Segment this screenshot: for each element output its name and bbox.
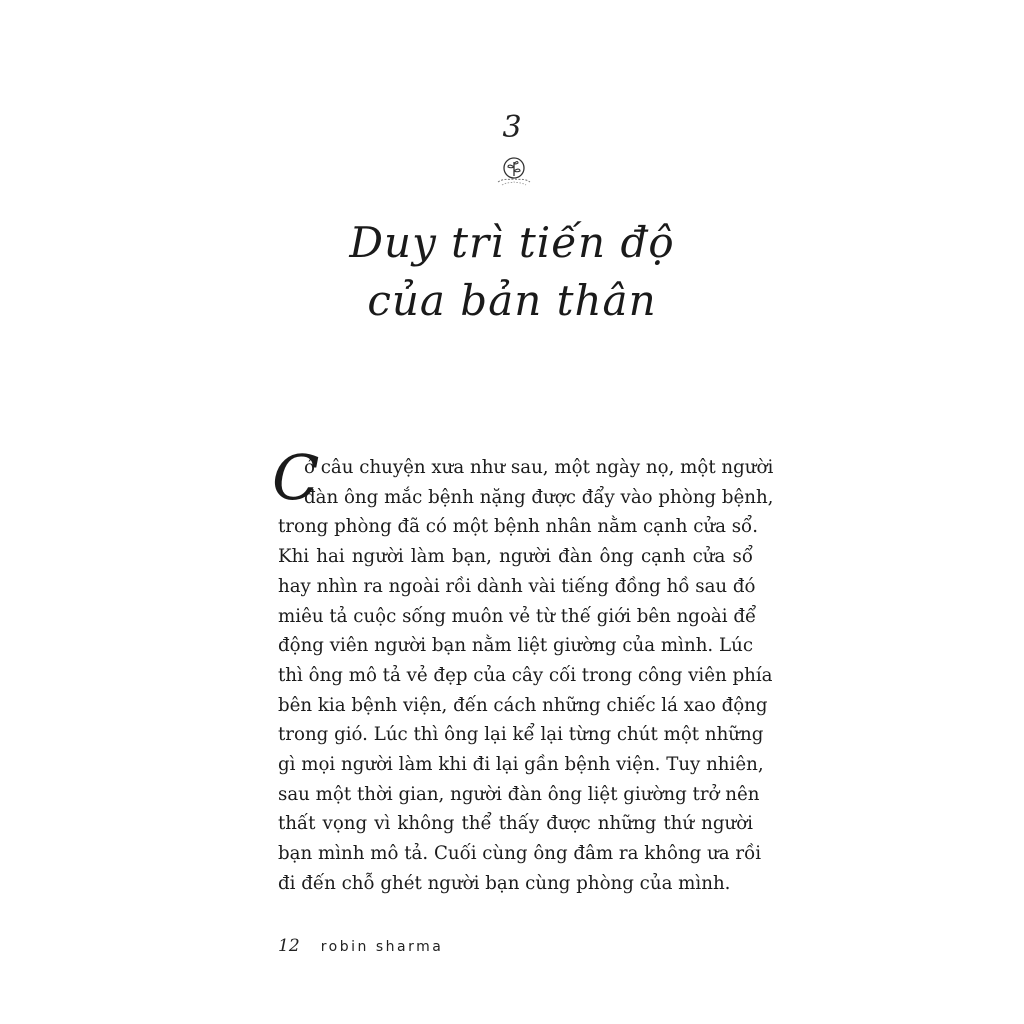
body-line: trong phòng đã có một bệnh nhân nằm cạnh cửa sổ. <box>278 516 758 538</box>
body-line: bạn mình mô tả. Cuối cùng ông đâm ra không ưa rồi <box>278 843 762 865</box>
body-line: động viên người bạn nằm liệt giường của mình. Lúc <box>278 635 753 657</box>
body-line: đàn ông mắc bệnh nặng được đẩy vào phòng bệnh, <box>304 486 774 508</box>
body-line: miêu tả cuộc sống muôn vẻ từ thế giới bên ngoài để <box>278 605 757 627</box>
body-paragraph <box>272 441 774 899</box>
chapter-number: 3 <box>502 110 522 145</box>
body-line-text: ó câu chuyện xưa như sau, một ngày nọ, một người <box>304 457 774 478</box>
drop-cap: C <box>272 441 320 514</box>
body-line: bên kia bệnh viện, đến cách những chiếc lá xao động <box>278 694 768 716</box>
body-line: hay nhìn ra ngoài rồi dành vài tiếng đồng hồ sau đó <box>278 575 756 597</box>
sprout-in-circle-icon <box>494 152 534 192</box>
page-number: 12 <box>278 936 300 956</box>
chapter-title-line-2: của bản thân <box>367 276 657 325</box>
page-footer <box>278 936 443 956</box>
body-line: gì mọi người làm khi đi lại gần bệnh viện. Tuy nhiên, <box>278 754 764 776</box>
body-line: trong gió. Lúc thì ông lại kể lại từng chút một những <box>278 724 764 746</box>
body-line: đi đến chỗ ghét người bạn cùng phòng của mình. <box>278 872 731 894</box>
running-footer-author: robin sharma <box>320 939 444 955</box>
body-line: thì ông mô tả vẻ đẹp của cây cối trong công viên phía <box>278 664 773 686</box>
body-line: sau một thời gian, người đàn ông liệt giường trở nên <box>278 783 760 805</box>
body-line: thất vọng vì không thể thấy được những thứ người <box>278 813 753 835</box>
chapter-title-line-1: Duy trì tiến độ <box>349 218 675 267</box>
body-line: Khi hai người làm bạn, người đàn ông cạnh cửa sổ <box>278 546 753 568</box>
